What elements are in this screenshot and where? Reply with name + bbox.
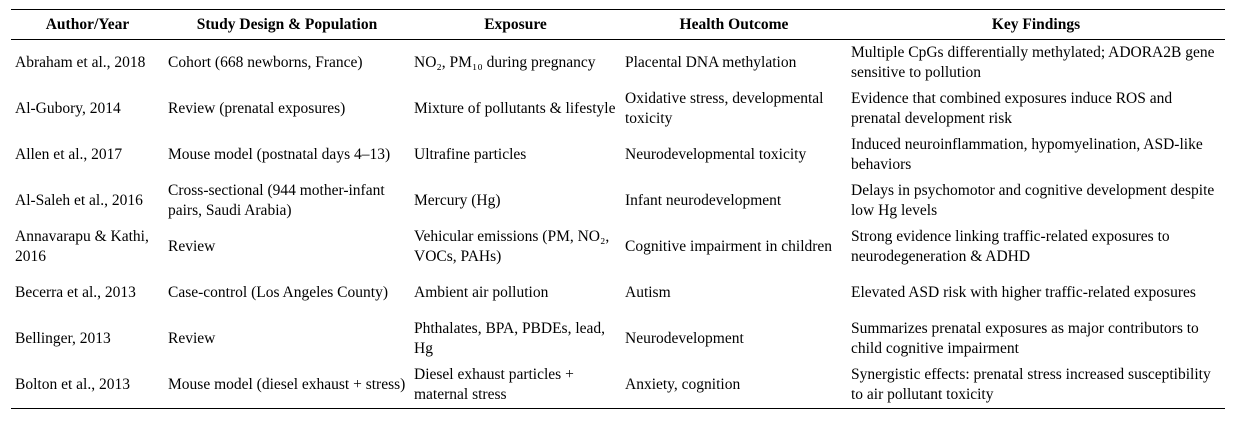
cell-exposure: Phthalates, BPA, PBDEs, lead, Hg [414, 320, 606, 357]
table-header [11, 10, 1225, 40]
cell-exposure: NO₂, PM₁₀ during pregnancy [414, 54, 596, 71]
cell-exposure: Mixture of pollutants & lifestyle [414, 100, 616, 117]
table-row [11, 40, 1225, 87]
cell-author-year: Annavarapu & Kathi, 2016 [15, 228, 149, 265]
cell-study-design: Review [168, 238, 216, 255]
table-row [11, 86, 1225, 132]
table-body [11, 40, 1225, 409]
cell-key-findings: Strong evidence linking traffic-related exposures to neurodegeneration & ADHD [851, 228, 1170, 265]
cell-health-outcome: Cognitive impairment in children [625, 238, 833, 255]
cell-author-year: Al-Saleh et al., 2016 [15, 192, 143, 209]
cell-health-outcome: Infant neurodevelopment [625, 192, 782, 209]
header-row [11, 10, 1225, 40]
header-exposure: Exposure [410, 10, 621, 40]
header-author-year: Author/Year [11, 10, 164, 40]
cell-health-outcome: Autism [625, 284, 671, 301]
literature-review-table [11, 9, 1225, 409]
table-row [11, 362, 1225, 409]
table-row [11, 224, 1225, 270]
cell-health-outcome: Neurodevelopment [625, 330, 744, 347]
table-row [11, 178, 1225, 224]
cell-health-outcome: Placental DNA methylation [625, 54, 797, 71]
table-row [11, 316, 1225, 362]
cell-study-design: Review (prenatal exposures) [168, 100, 346, 117]
cell-author-year: Becerra et al., 2013 [15, 284, 136, 301]
cell-health-outcome: Oxidative stress, developmental toxicity [625, 90, 824, 127]
cell-key-findings: Induced neuroinflammation, hypomyelination, ASD-like behaviors [851, 136, 1203, 173]
cell-key-findings: Synergistic effects: prenatal stress increased susceptibility to air pollutant toxicity [847, 362, 1225, 409]
cell-health-outcome: Anxiety, cognition [621, 362, 847, 409]
cell-study-design: Cohort (668 newborns, France) [168, 54, 363, 71]
cell-author-year: Bolton et al., 2013 [11, 362, 164, 409]
cell-health-outcome: Neurodevelopmental toxicity [625, 146, 807, 163]
cell-key-findings: Summarizes prenatal exposures as major contributors to child cognitive impairment [851, 320, 1199, 357]
cell-author-year: Allen et al., 2017 [15, 146, 123, 163]
table-row [11, 132, 1225, 178]
cell-key-findings: Delays in psychomotor and cognitive development despite low Hg levels [851, 182, 1215, 219]
header-health-outcome: Health Outcome [621, 10, 847, 40]
cell-exposure: Ambient air pollution [414, 284, 549, 301]
header-study-design: Study Design & Population [164, 10, 410, 40]
table-row [11, 270, 1225, 316]
header-key-findings: Key Findings [847, 10, 1225, 40]
cell-study-design: Mouse model (postnatal days 4–13) [168, 146, 391, 163]
cell-exposure: Vehicular emissions (PM, NO₂, VOCs, PAHs) [414, 228, 610, 265]
cell-study-design: Mouse model (diesel exhaust + stress) [164, 362, 410, 409]
cell-exposure: Diesel exhaust particles + maternal stress [410, 362, 621, 409]
cell-key-findings: Evidence that combined exposures induce ROS and prenatal development risk [851, 90, 1173, 127]
cell-study-design: Review [168, 330, 216, 347]
cell-exposure: Mercury (Hg) [414, 192, 501, 209]
cell-author-year: Abraham et al., 2018 [15, 54, 146, 71]
cell-author-year: Bellinger, 2013 [15, 330, 111, 347]
cell-key-findings: Elevated ASD risk with higher traffic-related exposures [851, 284, 1196, 301]
cell-author-year: Al-Gubory, 2014 [15, 100, 121, 117]
cell-study-design: Cross-sectional (944 mother-infant pairs, Saudi Arabia) [168, 182, 385, 219]
cell-key-findings: Multiple CpGs differentially methylated; ADORA2B gene sensitive to pollution [851, 44, 1215, 81]
cell-study-design: Case-control (Los Angeles County) [168, 284, 388, 301]
cell-exposure: Ultrafine particles [414, 146, 527, 163]
